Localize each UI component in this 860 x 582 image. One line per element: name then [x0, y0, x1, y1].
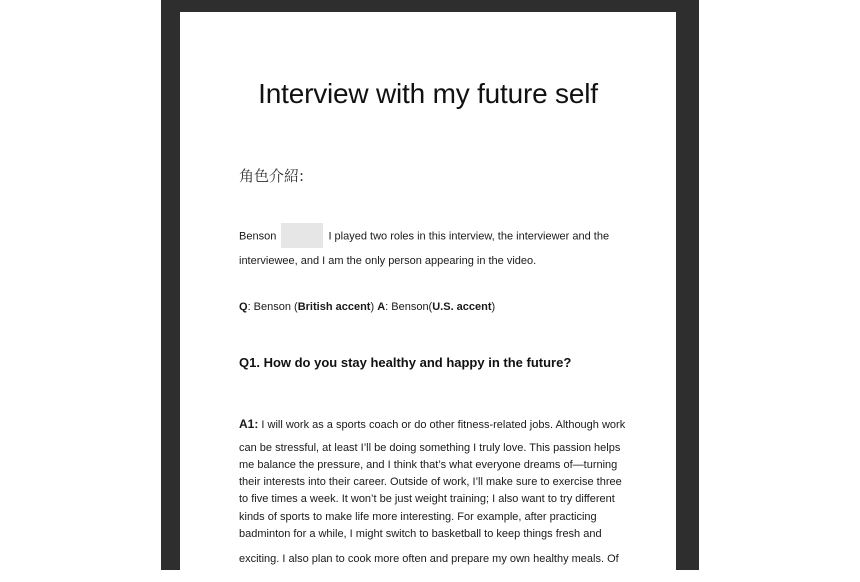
answer-1-line-1 — [239, 417, 626, 431]
intro-name: Benson — [239, 230, 277, 243]
answer-1-text-1: I will work as a sports coach or do other fitness-related jobs. Although work — [261, 419, 626, 431]
intro-paragraph-line-1 — [239, 224, 619, 249]
answer-1-line-6: kinds of sports to make life more interesting. For example, after practicing — [239, 511, 597, 523]
q-accent: British accent — [297, 301, 371, 313]
answer-1-label: A1: — [239, 417, 259, 431]
answer-1-line-5: to five times a week. It won’t be just weight training; I also want to try different — [239, 493, 615, 505]
q-label: Q — [239, 301, 248, 313]
question-1: Q1. How do you stay healthy and happy in the future? — [239, 355, 572, 370]
a-accent: U.S. accent — [432, 301, 492, 313]
answer-1-line-3: me balance the pressure, and I think that’s what everyone dreams of—turning — [239, 459, 618, 471]
redacted-block — [281, 223, 323, 248]
a-name: : Benson( — [385, 301, 433, 313]
a-label: A — [377, 301, 386, 313]
answer-1-line-7: badminton for a while, I might switch to basketball to keep things fresh and — [239, 528, 602, 540]
speaker-legend — [239, 301, 495, 313]
intro-paragraph-line-2: interviewee, and I am the only person appearing in the video. — [239, 255, 537, 267]
q-close: ) — [370, 301, 375, 313]
intro-text-1: I played two roles in this interview, the interviewer and the — [328, 230, 610, 243]
document-page — [180, 12, 676, 582]
document-title: Interview with my future self — [258, 78, 598, 109]
a-close: ) — [491, 301, 496, 313]
roles-heading: 角色介紹: — [239, 167, 305, 185]
answer-1-line-8: exciting. I also plan to cook more often and prepare my own healthy meals. Of — [239, 553, 619, 565]
answer-1-line-2: can be stressful, at least I’ll be doing something I truly love. This passion helps — [239, 442, 621, 454]
q-name: : Benson ( — [247, 301, 298, 313]
answer-1-line-4: their interests into their career. Outside of work, I’ll make sure to exercise three — [239, 476, 622, 488]
